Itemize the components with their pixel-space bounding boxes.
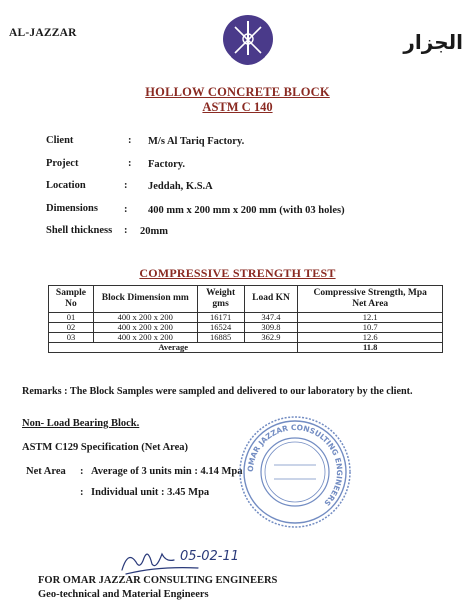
weight-value: 16171 xyxy=(197,312,244,322)
project-colon: : xyxy=(128,158,132,169)
company-logo xyxy=(221,13,275,71)
table-row xyxy=(49,322,443,332)
load-value: 309.8 xyxy=(244,322,298,332)
net-area-colon: : xyxy=(80,466,84,477)
non-load-bearing-heading: Non- Load Bearing Block. xyxy=(22,418,140,429)
signature xyxy=(118,540,268,580)
specification-text: ASTM C129 Specification (Net Area) xyxy=(22,442,189,453)
dimensions-value: 400 mm x 200 mm x 200 mm (with 03 holes) xyxy=(148,205,345,216)
strength-value: 12.1 xyxy=(298,312,443,322)
load-value: 347.4 xyxy=(244,312,298,322)
shell-thickness-label: Shell thickness xyxy=(46,225,113,236)
client-colon: : xyxy=(128,135,132,146)
net-area-individual-requirement: Individual unit : 3.45 Mpa xyxy=(91,487,210,498)
stamp-text: OMAR JAZZAR CONSULTING ENGINEERS xyxy=(245,422,345,508)
average-label: Average xyxy=(49,342,298,352)
block-dimension: 400 x 200 x 200 xyxy=(93,332,197,342)
weight-value: 16524 xyxy=(197,322,244,332)
block-dimension: 400 x 200 x 200 xyxy=(93,322,197,332)
sample-number: 02 xyxy=(49,322,94,332)
sample-header: Sample No xyxy=(49,286,94,313)
weight-header: Weight gms xyxy=(197,286,244,313)
strength-value: 10.7 xyxy=(298,322,443,332)
location-colon: : xyxy=(124,180,128,191)
company-name-english: AL-JAZZAR xyxy=(9,27,77,39)
table-row xyxy=(49,332,443,342)
load-value: 362.9 xyxy=(244,332,298,342)
results-table xyxy=(48,285,443,353)
average-row xyxy=(49,342,443,352)
document-standard: ASTM C 140 xyxy=(202,100,273,114)
shell-thickness-value: 20mm xyxy=(140,226,168,237)
signature-date: 05-02-11 xyxy=(180,549,240,564)
company-stamp xyxy=(238,415,352,529)
table-row xyxy=(49,312,443,322)
net-area-header: Net Area xyxy=(298,299,443,312)
shell-thickness-colon: : xyxy=(124,225,128,236)
footer-company: FOR OMAR JAZZAR CONSULTING ENGINEERS xyxy=(38,575,278,586)
strength-header: Compressive Strength, Mpa xyxy=(298,286,443,299)
remarks-text: Remarks : The Block Samples were sampled and delivered to our laboratory by the client. xyxy=(22,386,413,397)
net-area-average-requirement: Average of 3 units min : 4.14 Mpa xyxy=(91,466,243,477)
weight-value: 16885 xyxy=(197,332,244,342)
footer-subtitle: Geo-technical and Material Engineers xyxy=(38,589,209,600)
average-value: 11.8 xyxy=(298,342,443,352)
dimension-header: Block Dimension mm xyxy=(93,286,197,313)
project-label: Project xyxy=(46,158,79,169)
load-header: Load KN xyxy=(244,286,298,313)
sample-number: 03 xyxy=(49,332,94,342)
sample-number: 01 xyxy=(49,312,94,322)
location-value: Jeddah, K.S.A xyxy=(148,181,213,192)
client-label: Client xyxy=(46,135,74,146)
document-title: HOLLOW CONCRETE BLOCK xyxy=(145,85,330,99)
net-area-colon-2: : xyxy=(80,487,84,498)
location-label: Location xyxy=(46,180,86,191)
company-name-arabic: الجزار xyxy=(403,30,463,54)
dimensions-label: Dimensions xyxy=(46,203,98,214)
block-dimension: 400 x 200 x 200 xyxy=(93,312,197,322)
strength-value: 12.6 xyxy=(298,332,443,342)
project-value: Factory. xyxy=(148,159,186,170)
client-value: M/s Al Tariq Factory. xyxy=(148,136,245,147)
dimensions-colon: : xyxy=(124,204,128,215)
net-area-label: Net Area xyxy=(26,466,66,477)
section-title: COMPRESSIVE STRENGTH TEST xyxy=(139,266,336,280)
